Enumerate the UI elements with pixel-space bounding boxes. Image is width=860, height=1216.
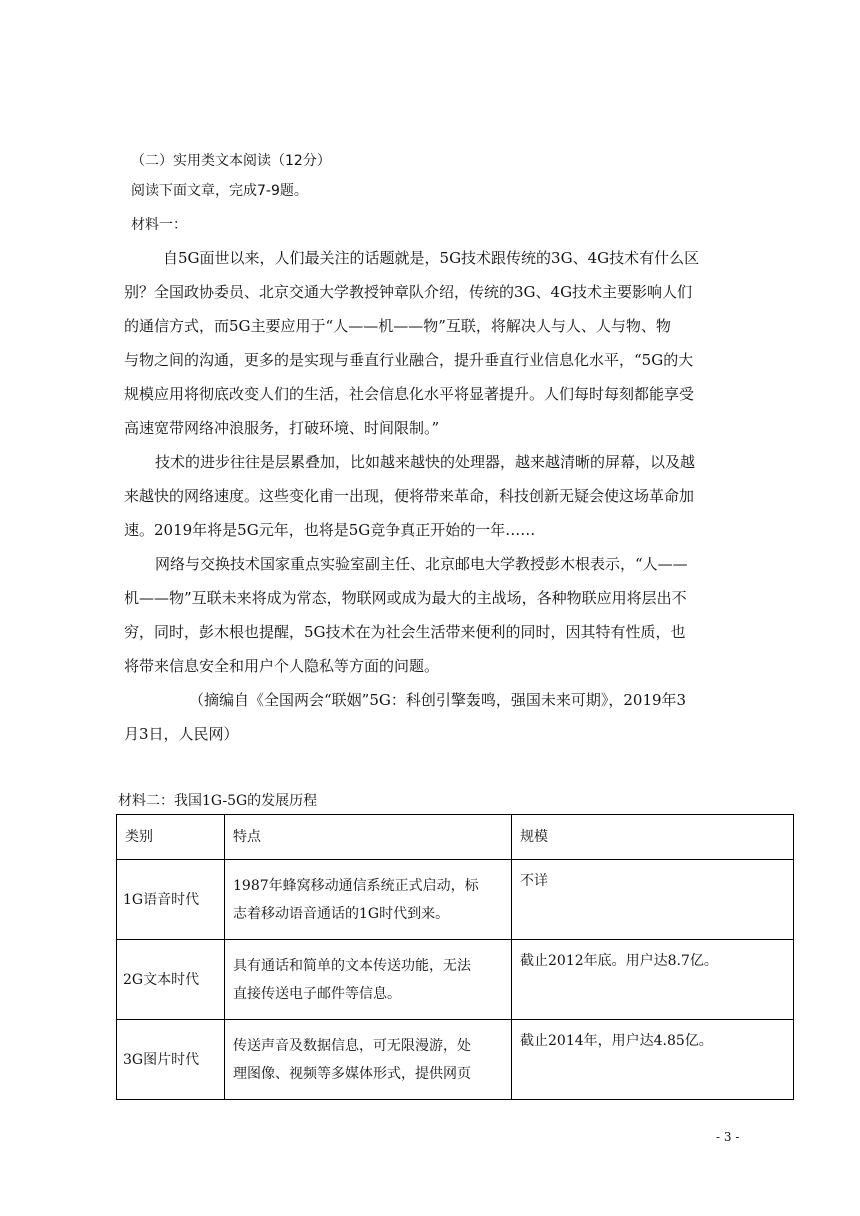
- text-line: 的通信方式，而5G主要应用于“人——机——物”互联，将解决人与人、人与物、物: [124, 317, 671, 335]
- text-line: 别？全国政协委员、北京交通大学教授钟章队介绍，传统的3G、4G技术主要影响人们: [124, 283, 693, 301]
- row-category: 1G语音时代: [117, 860, 225, 940]
- row-feature: [225, 940, 512, 1020]
- material2-title: 材料二：我国1G-5G的发展历程: [118, 793, 318, 809]
- feature-line: 1987年蜂窝移动通信系统正式启动，标: [233, 877, 479, 894]
- section-title: （二）实用类文本阅读（12分）: [131, 153, 331, 169]
- text-line: 机——物”互联未来将成为常态，物联网或成为最大的主战场，各种物联应用将层出不: [124, 589, 687, 607]
- development-table: [116, 814, 794, 1100]
- row-scale: 截止2014年，用户达4.85亿。: [512, 1020, 794, 1100]
- text-line: 穷，同时，彭木根也提醒，5G技术在为社会生活带来便利的同时，因其特有性质，也: [124, 623, 686, 641]
- text-line: 自5G面世以来，人们最关注的话题就是，5G技术跟传统的3G、4G技术有什么区: [163, 249, 700, 267]
- row-scale: 不详: [512, 860, 794, 940]
- text-line: 高速宽带网络冲浪服务，打破环境、时间限制。”: [124, 419, 440, 437]
- table-row: [117, 860, 794, 940]
- feature-line: 直接传送电子邮件等信息。: [233, 985, 401, 1002]
- table-row: [117, 940, 794, 1020]
- text-line: 速。2019年将是5G元年，也将是5G竞争真正开始的一年……: [124, 521, 536, 539]
- feature-line: 志着移动语音通话的1G时代到来。: [233, 905, 450, 922]
- feature-line: 传送声音及数据信息，可无限漫游，处: [233, 1037, 471, 1054]
- feature-line: 理图像、视频等多媒体形式，提供网页: [233, 1065, 471, 1082]
- row-category: 2G文本时代: [117, 940, 225, 1020]
- row-category: 3G图片时代: [117, 1020, 225, 1100]
- text-line: 来越快的网络速度。这些变化甫一出现，便将带来革命，科技创新无疑会使这场革命加: [124, 487, 695, 505]
- page-number: - 3 -: [716, 1130, 740, 1144]
- header-category: 类别: [117, 815, 225, 860]
- text-line: 月3日，人民网）: [124, 725, 239, 743]
- row-feature: [225, 1020, 512, 1100]
- text-line: 将带来信息安全和用户个人隐私等方面的问题。: [124, 657, 440, 675]
- header-scale: 规模: [512, 815, 794, 860]
- text-line: 规模应用将彻底改变人们的生活，社会信息化水平将显著提升。人们每时每刻都能享受: [124, 385, 695, 403]
- text-line: （摘编自《全国两会“联姻”5G：科创引擎轰鸣，强国未来可期》，2019年3: [189, 691, 687, 709]
- row-scale: 截止2012年底。用户达8.7亿。: [512, 940, 794, 1020]
- instruction: 阅读下面文章，完成7-9题。: [131, 183, 308, 199]
- material1-label: 材料一：: [131, 217, 187, 233]
- table-header-row: [117, 815, 794, 860]
- text-line: 与物之间的沟通，更多的是实现与垂直行业融合，提升垂直行业信息化水平，“5G的大: [124, 351, 694, 369]
- text-line: 技术的进步往往是层累叠加，比如越来越快的处理器，越来越清晰的屏幕，以及越: [155, 453, 696, 471]
- text-line: 网络与交换技术国家重点实验室副主任、北京邮电大学教授彭木根表示，“人——: [155, 555, 688, 573]
- table-row: [117, 1020, 794, 1100]
- row-feature: [225, 860, 512, 940]
- header-feature: 特点: [225, 815, 512, 860]
- feature-line: 具有通话和简单的文本传送功能，无法: [233, 957, 471, 974]
